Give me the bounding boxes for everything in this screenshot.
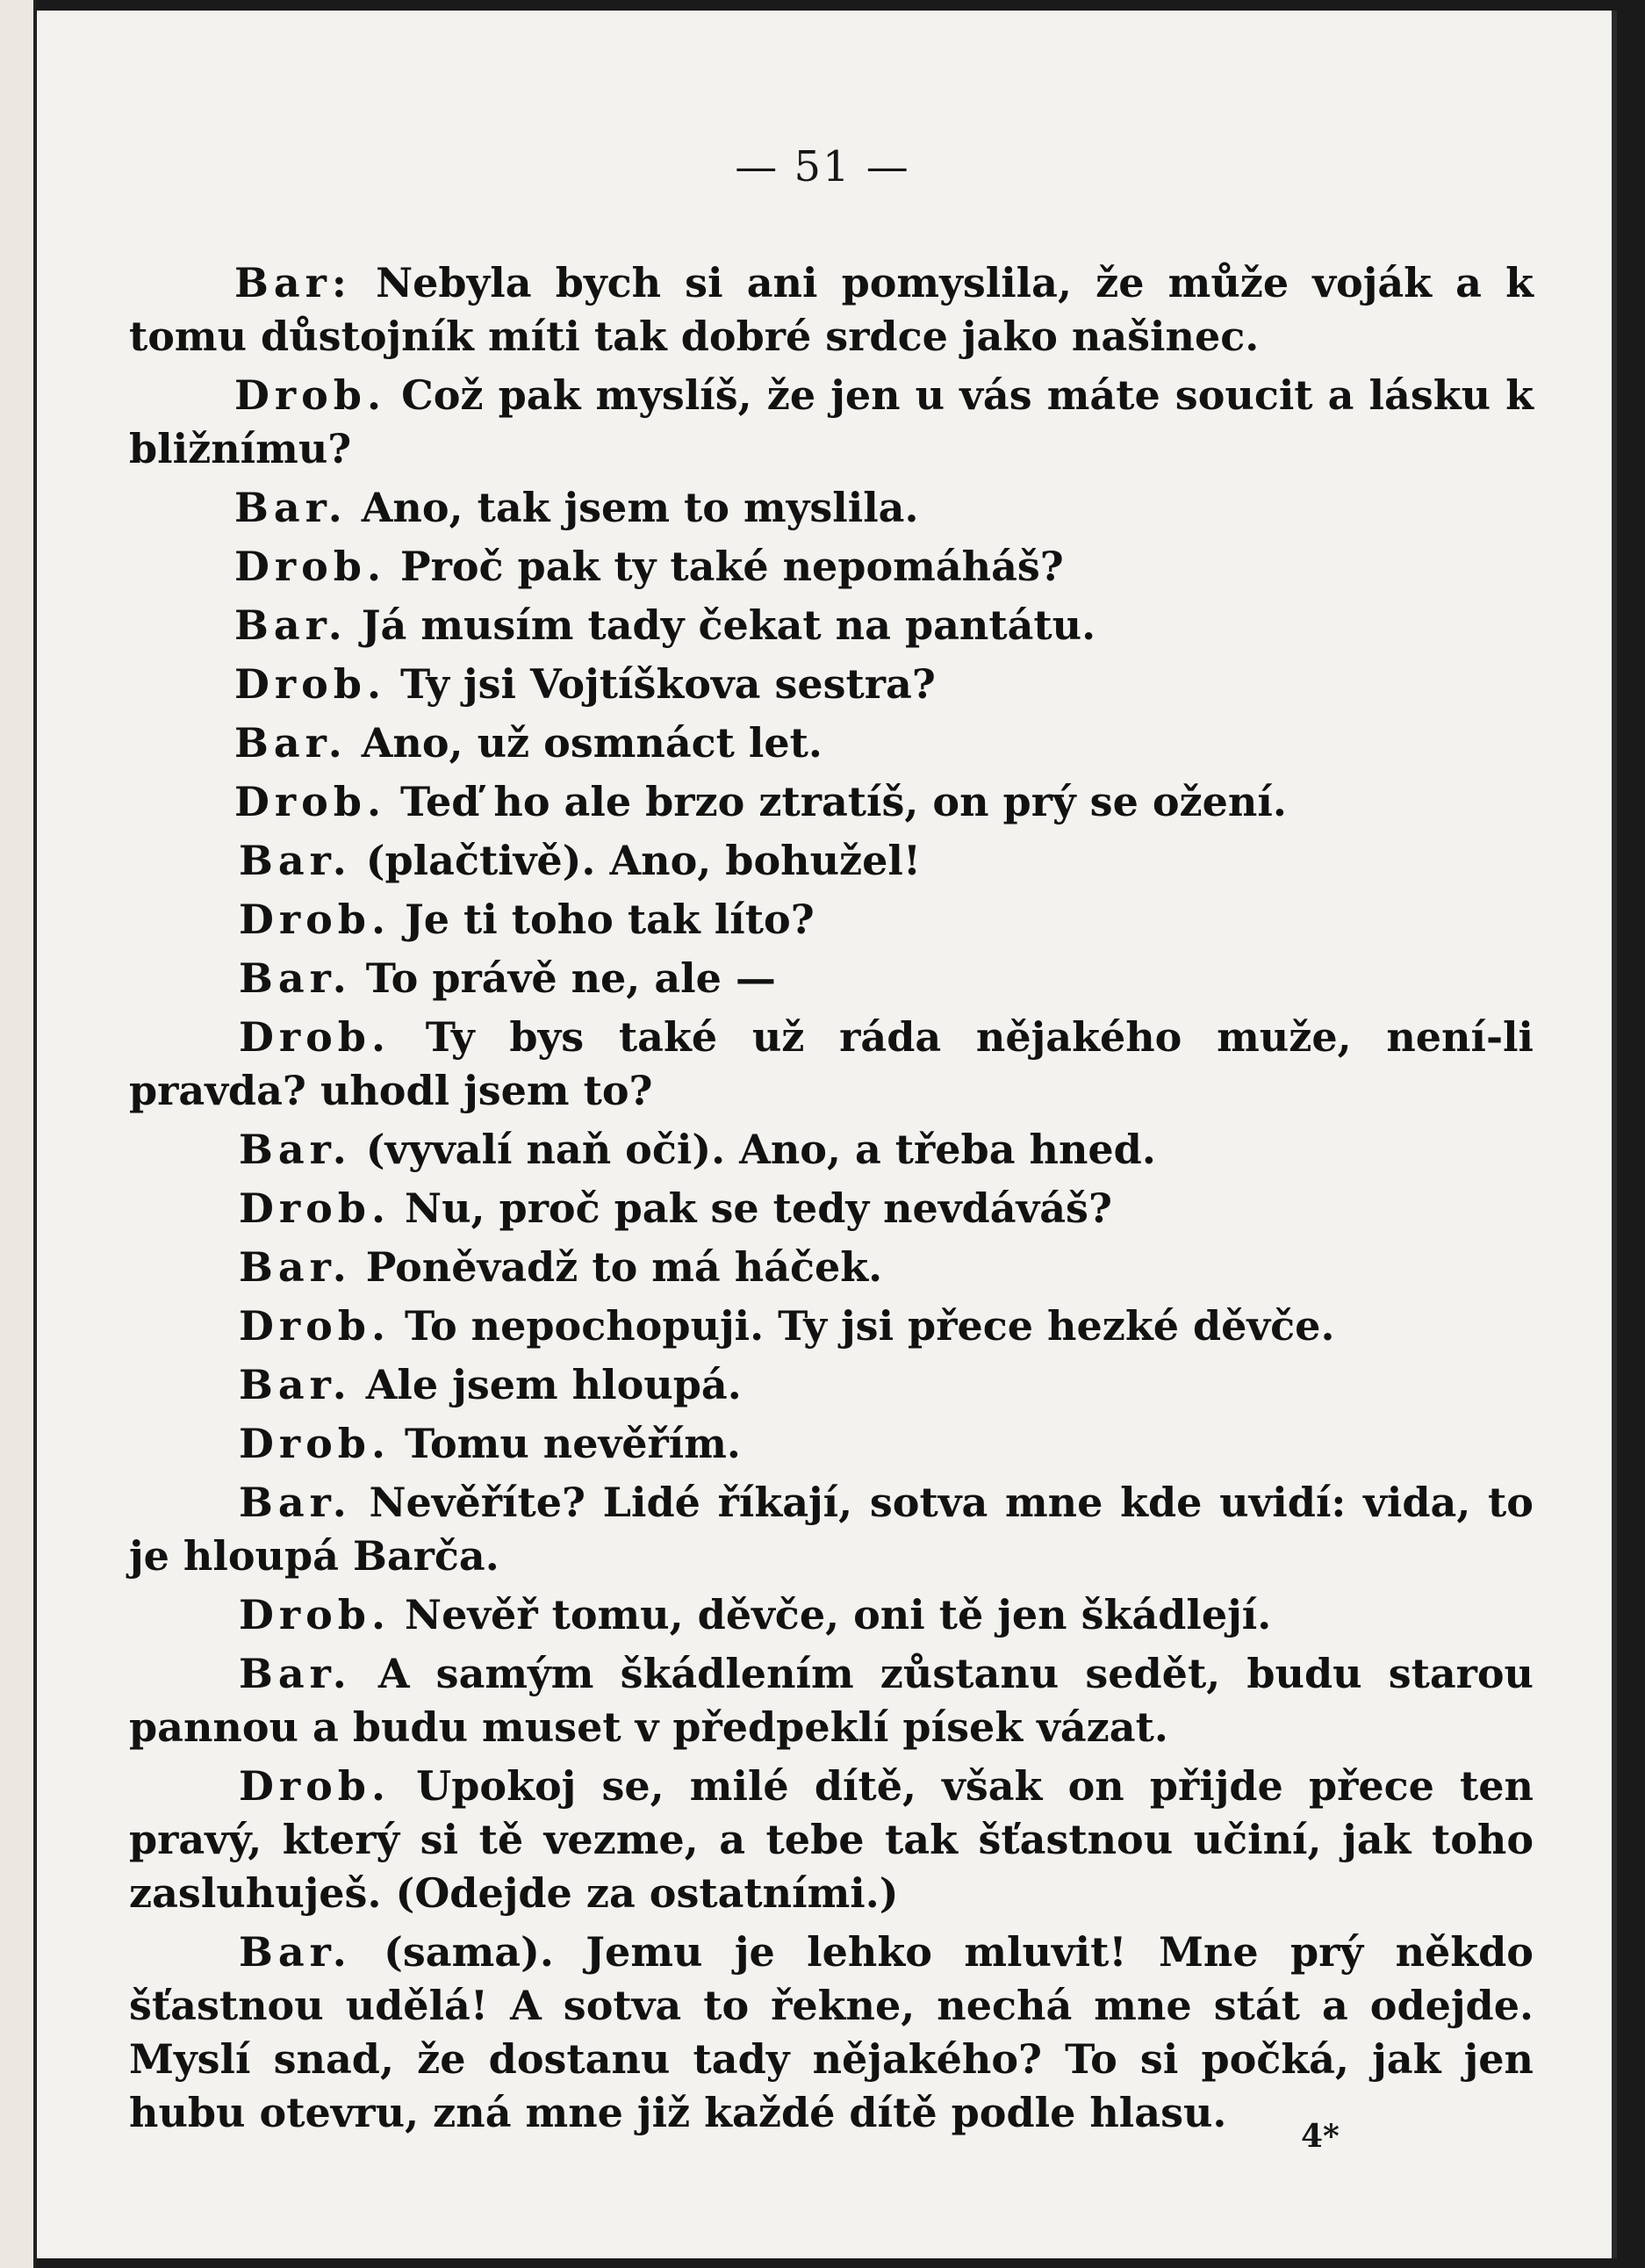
speaker-name: Bar. xyxy=(239,1361,352,1408)
dialogue-line: vida, to je hloupá Barča. xyxy=(129,1479,1534,1580)
dialogue-paragraph xyxy=(129,1760,1534,1920)
dialogue-paragraph xyxy=(129,481,1534,535)
dialogue-paragraph xyxy=(129,369,1534,476)
dialogue-paragraph xyxy=(129,1182,1534,1235)
dialogue-line: pannou a budu muset v předpeklí písek vázat. xyxy=(129,1703,1168,1751)
dialogue-line: Ale jsem hloupá. xyxy=(365,1361,742,1408)
speaker-name: Bar. xyxy=(239,1928,352,1976)
signature-mark: 4* xyxy=(1301,2118,1340,2155)
speaker-name: Drob. xyxy=(239,1420,391,1467)
speaker-name: Drob. xyxy=(239,1184,391,1232)
dialogue-paragraph xyxy=(129,834,1534,888)
speaker-name: Drob. xyxy=(234,371,386,419)
dialogue-line: Teď ho ale brzo ztratíš, on prý se ožení. xyxy=(400,778,1287,825)
dialogue-line: Myslí snad, že dostanu tady nějakého? To si počká, jak xyxy=(129,2035,1441,2083)
dialogue-text xyxy=(129,256,1534,2145)
dialogue-paragraph xyxy=(129,540,1534,594)
dialogue-line: jak toho zasluhuješ. (Odejde za ostatními.) xyxy=(129,1816,1534,1917)
speaker-name: Bar. xyxy=(239,1479,352,1526)
speaker-name: Drob. xyxy=(239,1591,391,1638)
dialogue-line: Ty jsi Vojtíškova sestra? xyxy=(400,660,936,708)
speaker-name: Bar: xyxy=(234,259,352,306)
dialogue-paragraph xyxy=(129,1358,1534,1412)
dialogue-line: Což pak myslíš, že jen u vás máte soucit a xyxy=(401,371,1354,419)
dialogue-line: Poněvadž to má háček. xyxy=(365,1243,883,1291)
speaker-name: Drob. xyxy=(239,1013,391,1061)
speaker-name: Bar. xyxy=(239,954,352,1002)
dialogue-line: To nepochopuji. Ty jsi přece hezké děvče. xyxy=(405,1302,1335,1350)
dialogue-line: Upokoj se, milé dítě, však on přijde přece xyxy=(416,1762,1434,1810)
dialogue-line: Nu, proč pak se tedy nevdáváš? xyxy=(405,1184,1112,1232)
speaker-name: Bar. xyxy=(234,601,348,649)
dialogue-line: Já musím tady čekat na pantátu. xyxy=(361,601,1096,649)
page-number: — 51 — xyxy=(735,142,910,191)
dialogue-paragraph xyxy=(129,952,1534,1005)
dialogue-line: Je ti toho tak líto? xyxy=(405,896,815,943)
dialogue-line: (sama). Jemu je lehko mluvit! Mne prý někdo xyxy=(384,1928,1534,1976)
dialogue-line: Tomu nevěřím. xyxy=(405,1420,741,1467)
dialogue-paragraph xyxy=(129,1588,1534,1642)
dialogue-paragraph xyxy=(129,1241,1534,1294)
dialogue-paragraph xyxy=(129,1926,1534,2140)
speaker-name: Drob. xyxy=(239,1762,391,1810)
dialogue-paragraph xyxy=(129,256,1534,364)
speaker-name: Bar. xyxy=(239,1650,352,1697)
speaker-name: Drob. xyxy=(234,543,386,590)
book-page xyxy=(37,11,1617,2258)
dialogue-line: Ty bys také už ráda nějakého muže, není-li xyxy=(425,1013,1534,1061)
speaker-name: Bar. xyxy=(234,719,348,767)
previous-page-edge xyxy=(0,0,36,2268)
dialogue-line: A samým škádlením zůstanu sedět, budu starou xyxy=(377,1650,1534,1697)
dialogue-line: šťastnou udělá! A sotva to řekne, nechá mne stát a odejde. xyxy=(129,1982,1534,2029)
dialogue-paragraph xyxy=(129,1011,1534,1118)
dialogue-line: Ano, tak jsem to myslila. xyxy=(361,484,919,531)
dialogue-paragraph xyxy=(129,1476,1534,1583)
dialogue-paragraph xyxy=(129,1300,1534,1353)
speaker-name: Bar. xyxy=(234,484,348,531)
dialogue-line: Nebyla bych si ani pomyslila, že může voják a xyxy=(376,259,1482,306)
dialogue-line: lásku k bližnímu? xyxy=(129,371,1534,472)
dialogue-line: (vyvalí naň oči). Ano, a třeba hned. xyxy=(365,1126,1156,1173)
dialogue-line: (plačtivě). Ano, bohužel! xyxy=(365,837,922,884)
speaker-name: Drob. xyxy=(239,896,391,943)
dialogue-line: Nevěříte? Lidé říkají, sotva mne kde uvidí: xyxy=(369,1479,1347,1526)
dialogue-line: Proč pak ty také nepomáháš? xyxy=(400,543,1064,590)
dialogue-line: To právě ne, ale — xyxy=(365,954,776,1002)
dialogue-line: ten pravý, který si tě vezme, a tebe tak šťastnou učiní, xyxy=(129,1762,1534,1863)
speaker-name: Drob. xyxy=(234,778,386,825)
dialogue-paragraph xyxy=(129,1417,1534,1471)
speaker-name: Bar. xyxy=(239,1243,352,1291)
dialogue-line: k tomu důstojník míti tak dobré srdce jako našinec. xyxy=(129,259,1534,360)
dialogue-paragraph xyxy=(129,658,1534,711)
dialogue-paragraph xyxy=(129,716,1534,770)
dialogue-line: jen hubu otevru, zná mne již každé dítě podle hlasu. xyxy=(129,2035,1534,2136)
dialogue-paragraph xyxy=(129,1123,1534,1177)
dialogue-paragraph xyxy=(129,599,1534,652)
dialogue-line: Ano, už osmnáct let. xyxy=(361,719,822,767)
speaker-name: Bar. xyxy=(239,1126,352,1173)
dialogue-line: pravda? uhodl jsem to? xyxy=(129,1067,653,1114)
dialogue-line: Nevěř tomu, děvče, oni tě jen škádlejí. xyxy=(405,1591,1272,1638)
speaker-name: Bar. xyxy=(239,837,352,884)
dialogue-paragraph xyxy=(129,775,1534,829)
dialogue-paragraph xyxy=(129,893,1534,947)
speaker-name: Drob. xyxy=(239,1302,391,1350)
dialogue-paragraph xyxy=(129,1647,1534,1754)
speaker-name: Drob. xyxy=(234,660,386,708)
